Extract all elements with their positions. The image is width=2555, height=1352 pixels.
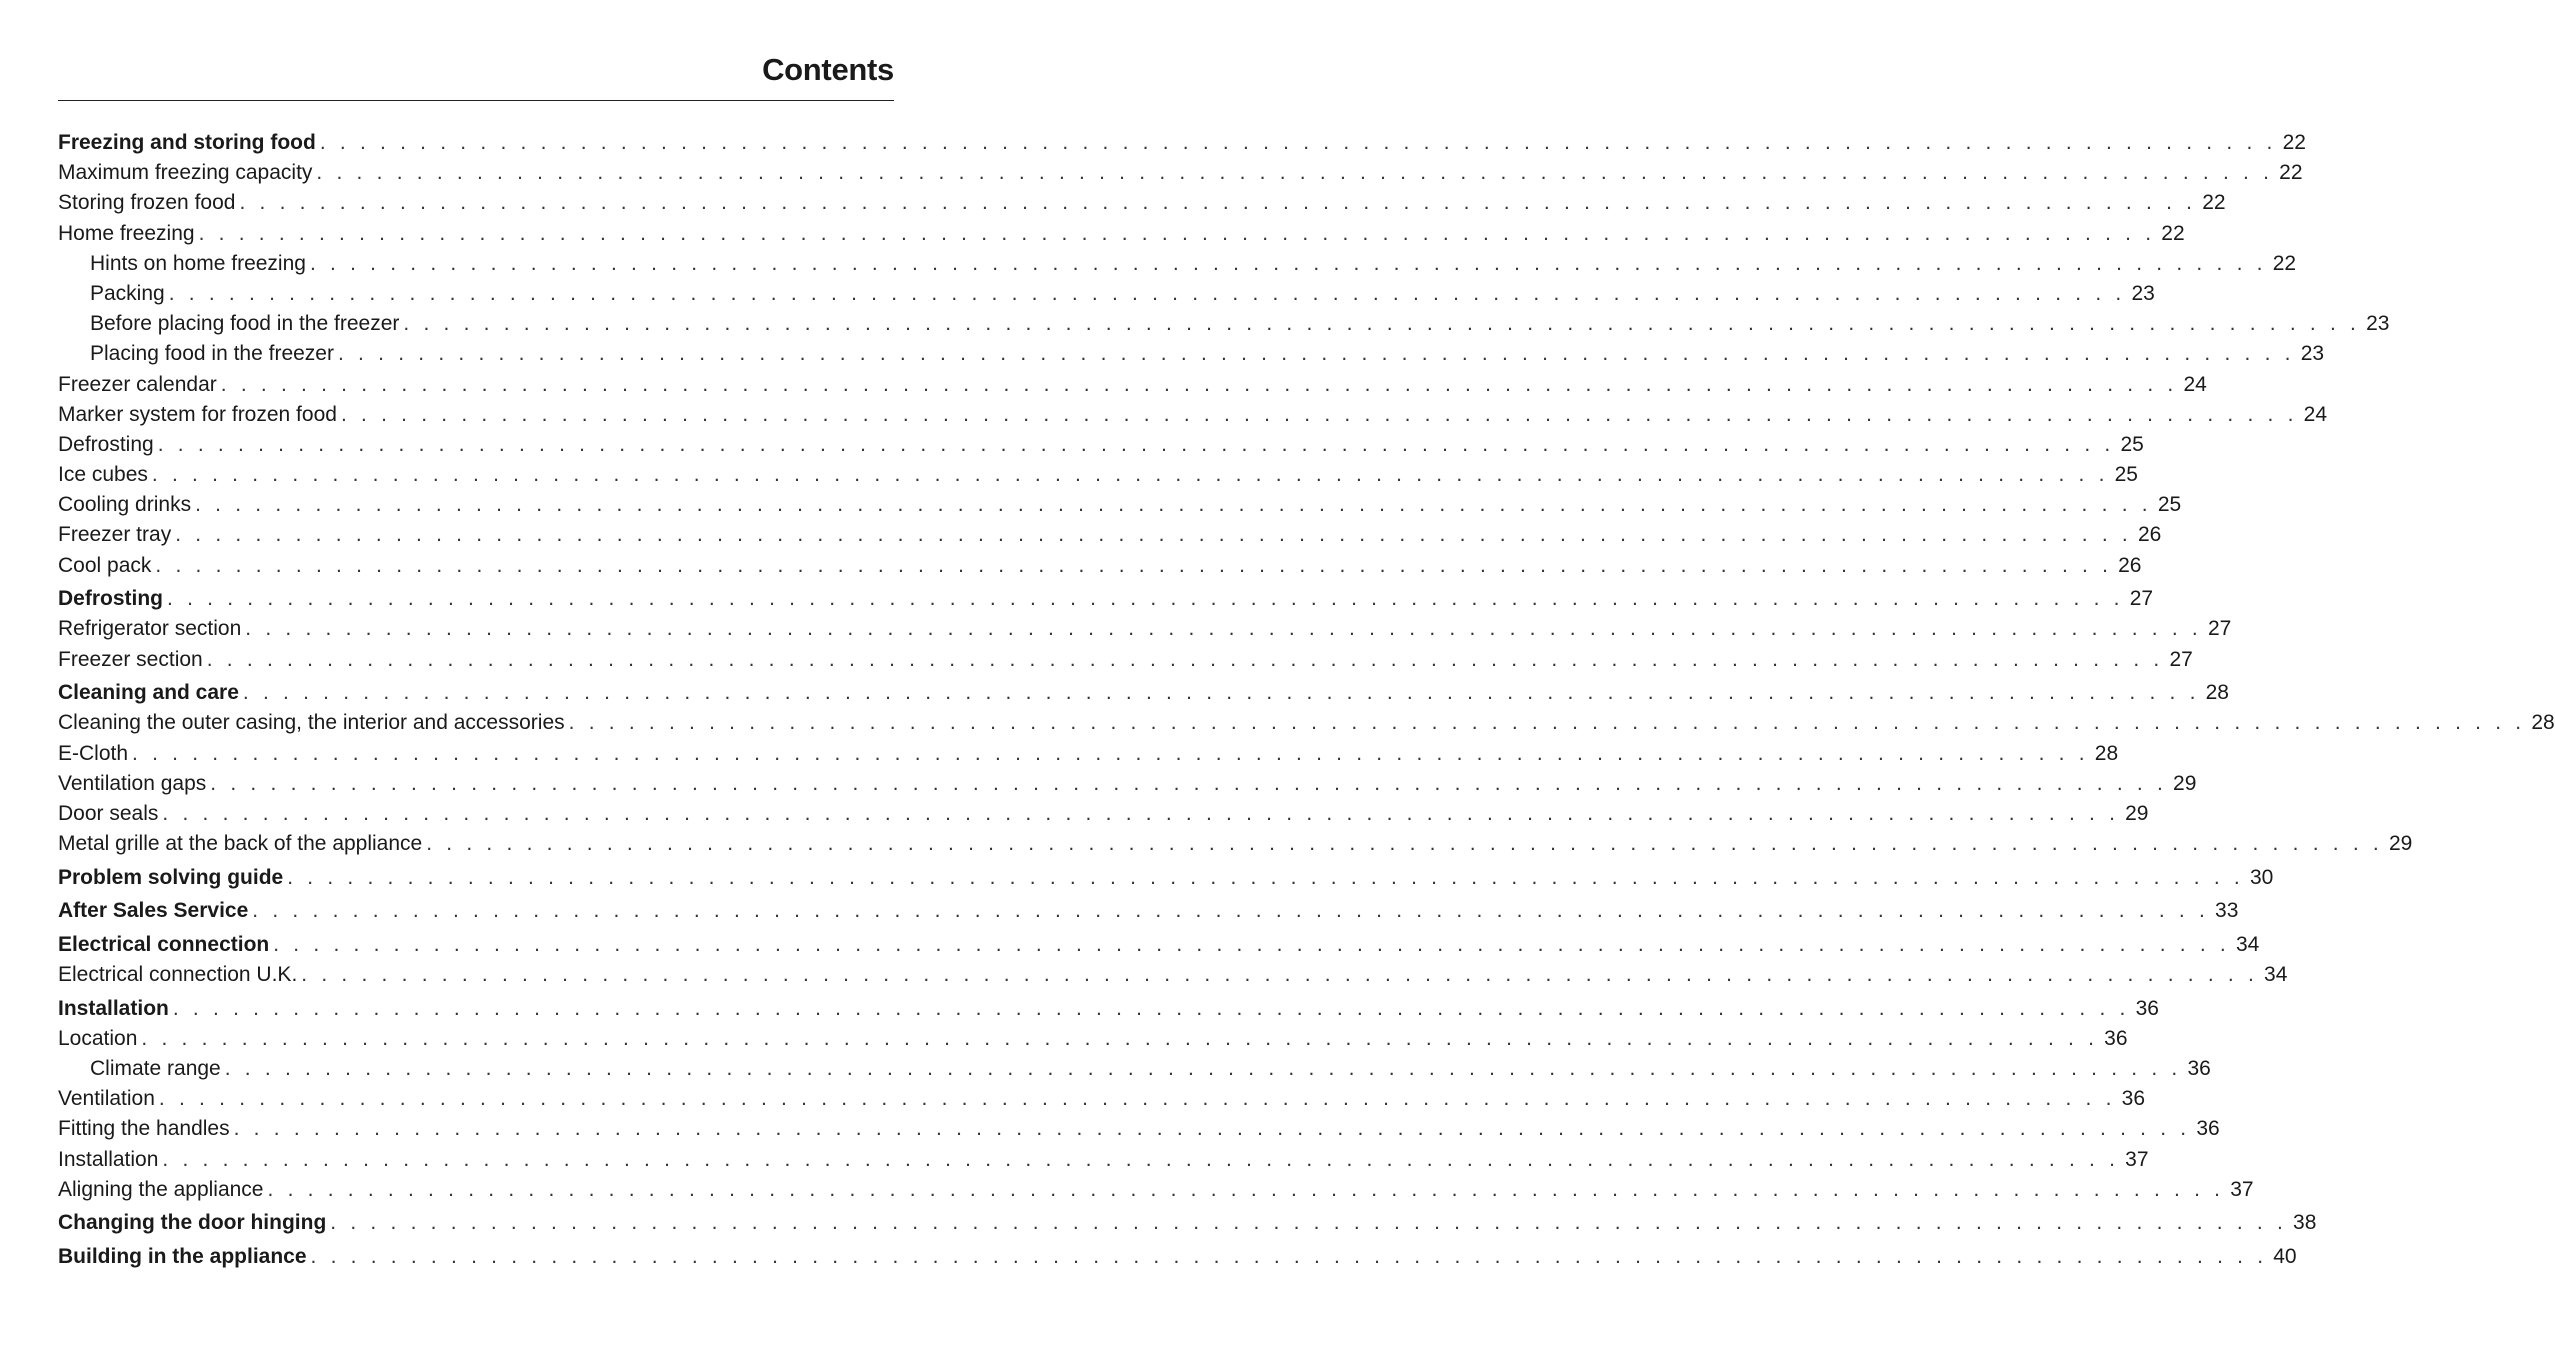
toc-entry-label: Marker system for frozen food [58, 402, 337, 426]
toc-leader-dots: . . . . . . . . . . . . . . . . . . . . . . . . . . . . . . . . . . . . . . . . . . . . . . . . . . . . . . . . . . . . . . . . . . . . . . . . . . . . . . . . . . . . . . . . . . . . . . . . . . [158, 1087, 2116, 1111]
toc-entry[interactable] [58, 1084, 2146, 1114]
toc-entry-page-number: 25 [2157, 493, 2182, 517]
toc-entry-label: Location [58, 1026, 138, 1050]
toc-entry[interactable] [58, 158, 2303, 188]
toc-entry-page-number: 22 [2272, 251, 2297, 275]
toc-entry-label: Packing [90, 281, 165, 305]
toc-entry[interactable] [58, 219, 2185, 249]
toc-entry-label: Freezer tray [58, 523, 172, 547]
toc-entry[interactable] [58, 584, 2154, 614]
toc-leader-dots: . . . . . . . . . . . . . . . . . . . . . . . . . . . . . . . . . . . . . . . . . . . . . . . . . . . . . . . . . . . . . . . . . . . . . . . . . . . . . . . . . . . . . . . . . . . . . . . . . . [273, 932, 2230, 956]
toc-entry-label: Ventilation [58, 1087, 155, 1111]
toc-entry-page-number: 28 [2205, 681, 2229, 705]
toc-entry-label: Cool pack [58, 553, 152, 577]
toc-leader-dots: . . . . . . . . . . . . . . . . . . . . . . . . . . . . . . . . . . . . . . . . . . . . . . . . . . . . . . . . . . . . . . . . . . . . . . . . . . . . . . . . . . . . . . . . . . . . . . . . . . [330, 1211, 2288, 1235]
toc-entry-label: Aligning the appliance [58, 1177, 264, 1201]
toc-entry-page-number: 37 [2125, 1147, 2149, 1171]
toc-entry[interactable] [58, 614, 2232, 644]
toc-entry[interactable] [58, 460, 2138, 490]
toc-leader-dots: . . . . . . . . . . . . . . . . . . . . . . . . . . . . . . . . . . . . . . . . . . . . . . . . . . . . . . . . . . . . . . . . . . . . . . . . . . . . . . . . . . . . . . . . . . . . . . . . . . [403, 312, 2361, 336]
toc-entry[interactable] [58, 1114, 2220, 1144]
toc-entry-page-number: 27 [2207, 617, 2232, 641]
toc-entry-label: After Sales Service [58, 899, 249, 923]
toc-entry-page-number: 28 [2531, 711, 2555, 735]
toc-leader-dots: . . . . . . . . . . . . . . . . . . . . . . . . . . . . . . . . . . . . . . . . . . . . . . . . . . . . . . . . . . . . . . . . . . . . . . . . . . . . . . . . . . . . . . . . . . . . . . . . . . [426, 832, 2383, 856]
toc-leader-dots: . . . . . . . . . . . . . . . . . . . . . . . . . . . . . . . . . . . . . . . . . . . . . . . . . . . . . . . . . . . . . . . . . . . . . . . . . . . . . . . . . . . . . . . . . . . . . . . . . . [309, 251, 2267, 275]
toc-entry[interactable] [58, 520, 2162, 550]
toc-leader-dots: . . . . . . . . . . . . . . . . . . . . . . . . . . . . . . . . . . . . . . . . . . . . . . . . . . . . . . . . . . . . . . . . . . . . . . . . . . . . . . . . . . . . . . . . . . . . . . . . . . [233, 1117, 2191, 1141]
toc-entry[interactable] [58, 708, 2555, 738]
toc-leader-dots: . . . . . . . . . . . . . . . . . . . . . . . . . . . . . . . . . . . . . . . . . . . . . . . . . . . . . . . . . . . . . . . . . . . . . . . . . . . . . . . . . . . . . . . . . . . . . . . . . . [252, 899, 2210, 923]
page-title: Contents [762, 52, 894, 87]
toc-leader-dots: . . . . . . . . . . . . . . . . . . . . . . . . . . . . . . . . . . . . . . . . . . . . . . . . . . . . . . . . . . . . . . . . . . . . . . . . . . . . . . . . . . . . . . . . . . . . . . . . . . [568, 711, 2526, 735]
toc-entry[interactable] [58, 829, 2413, 859]
toc-entry-label: Cleaning and care [58, 681, 239, 705]
toc-entry-label: Placing food in the freezer [90, 342, 334, 366]
toc-leader-dots: . . . . . . . . . . . . . . . . . . . . . . . . . . . . . . . . . . . . . . . . . . . . . . . . . . . . . . . . . . . . . . . . . . . . . . . . . . . . . . . . . . . . . . . . . . . . . . . . . . [220, 372, 2178, 396]
toc-entry-page-number: 23 [2366, 312, 2390, 336]
toc-entry-page-number: 27 [2169, 647, 2193, 671]
toc-leader-dots: . . . . . . . . . . . . . . . . . . . . . . . . . . . . . . . . . . . . . . . . . . . . . . . . . . . . . . . . . . . . . . . . . . . . . . . . . . . . . . . . . . . . . . . . . . . . . . . . . . [167, 587, 2124, 611]
toc-entry-page-number: 36 [2187, 1056, 2211, 1080]
toc-entry-page-number: 30 [2249, 865, 2274, 889]
toc-entry[interactable] [58, 1054, 2211, 1084]
toc-leader-dots: . . . . . . . . . . . . . . . . . . . . . . . . . . . . . . . . . . . . . . . . . . . . . . . . . . . . . . . . . . . . . . . . . . . . . . . . . . . . . . . . . . . . . . . . . . . . . . . . . . [132, 741, 2089, 765]
toc-entry-page-number: 38 [2293, 1211, 2317, 1235]
toc-leader-dots: . . . . . . . . . . . . . . . . . . . . . . . . . . . . . . . . . . . . . . . . . . . . . . . . . . . . . . . . . . . . . . . . . . . . . . . . . . . . . . . . . . . . . . . . . . . . . . . . . . [175, 523, 2132, 547]
toc-leader-dots: . . . . . . . . . . . . . . . . . . . . . . . . . . . . . . . . . . . . . . . . . . . . . . . . . . . . . . . . . . . . . . . . . . . . . . . . . . . . . . . . . . . . . . . . . . . . . . . . . . [337, 342, 2295, 366]
toc-entry-label: Home freezing [58, 221, 195, 245]
toc-leader-dots: . . . . . . . . . . . . . . . . . . . . . . . . . . . . . . . . . . . . . . . . . . . . . . . . . . . . . . . . . . . . . . . . . . . . . . . . . . . . . . . . . . . . . . . . . . . . . . . . . . [267, 1177, 2225, 1201]
toc-entry[interactable] [58, 249, 2297, 279]
toc-entry[interactable] [58, 799, 2149, 829]
toc-entry[interactable] [58, 490, 2182, 520]
toc-entry-label: Ventilation gaps [58, 771, 207, 795]
toc-leader-dots: . . . . . . . . . . . . . . . . . . . . . . . . . . . . . . . . . . . . . . . . . . . . . . . . . . . . . . . . . . . . . . . . . . . . . . . . . . . . . . . . . . . . . . . . . . . . . . . . . . [151, 463, 2109, 487]
toc-leader-dots: . . . . . . . . . . . . . . . . . . . . . . . . . . . . . . . . . . . . . . . . . . . . . . . . . . . . . . . . . . . . . . . . . . . . . . . . . . . . . . . . . . . . . . . . . . . . . . . . . . [316, 161, 2274, 185]
toc-entry-label: Freezer section [58, 647, 203, 671]
toc-entry-page-number: 40 [2273, 1244, 2297, 1268]
toc-entry-page-number: 34 [2264, 963, 2288, 987]
toc-entry-label: Installation [58, 1147, 159, 1171]
toc-entry-page-number: 24 [2183, 372, 2207, 396]
toc-entry[interactable] [58, 188, 2226, 218]
toc-entry-label: Problem solving guide [58, 865, 284, 889]
toc-leader-dots: . . . . . . . . . . . . . . . . . . . . . . . . . . . . . . . . . . . . . . . . . . . . . . . . . . . . . . . . . . . . . . . . . . . . . . . . . . . . . . . . . . . . . . . . . . . . . . . . . . [340, 402, 2298, 426]
toc-entry-page-number: 22 [2282, 131, 2306, 154]
toc-leader-dots: . . . . . . . . . . . . . . . . . . . . . . . . . . . . . . . . . . . . . . . . . . . . . . . . . . . . . . . . . . . . . . . . . . . . . . . . . . . . . . . . . . . . . . . . . . . . . . . . . . [162, 1147, 2120, 1171]
toc-entry-label: Electrical connection U.K. [58, 963, 298, 987]
toc-entry-label: E-Cloth [58, 741, 129, 765]
toc-entry-page-number: 25 [2120, 432, 2144, 456]
toc-entry[interactable] [58, 1175, 2254, 1205]
toc-entry-label: Defrosting [58, 587, 163, 611]
toc-entry-page-number: 26 [2118, 553, 2142, 577]
toc-entry-label: Door seals [58, 801, 159, 825]
toc-entry-label: Storing frozen food [58, 191, 236, 215]
toc-leader-dots: . . . . . . . . . . . . . . . . . . . . . . . . . . . . . . . . . . . . . . . . . . . . . . . . . . . . . . . . . . . . . . . . . . . . . . . . . . . . . . . . . . . . . . . . . . . . . . . . . . [195, 493, 2152, 517]
toc-entry-page-number: 29 [2125, 801, 2149, 825]
toc-entry[interactable] [58, 863, 2274, 893]
toc-entry[interactable] [58, 994, 2159, 1024]
toc-leader-dots: . . . . . . . . . . . . . . . . . . . . . . . . . . . . . . . . . . . . . . . . . . . . . . . . . . . . . . . . . . . . . . . . . . . . . . . . . . . . . . . . . . . . . . . . . . . . . . . . . . [319, 131, 2277, 154]
toc-entry-label: Cooling drinks [58, 493, 192, 517]
toc-leader-dots: . . . . . . . . . . . . . . . . . . . . . . . . . . . . . . . . . . . . . . . . . . . . . . . . . . . . . . . . . . . . . . . . . . . . . . . . . . . . . . . . . . . . . . . . . . . . . . . . . . [206, 647, 2164, 671]
toc-entry-page-number: 36 [2135, 996, 2159, 1020]
toc-entry-label: Freezer calendar [58, 372, 217, 396]
toc-leader-dots: . . . . . . . . . . . . . . . . . . . . . . . . . . . . . . . . . . . . . . . . . . . . . . . . . . . . . . . . . . . . . . . . . . . . . . . . . . . . . . . . . . . . . . . . . . . . . . . . . . [162, 801, 2120, 825]
toc-entry-page-number: 34 [2235, 932, 2260, 956]
toc-entry-page-number: 28 [2094, 741, 2119, 765]
toc-entry-page-number: 37 [2230, 1177, 2254, 1201]
toc-entry-page-number: 27 [2129, 587, 2154, 611]
toc-entry-label: Metal grille at the back of the appliance [58, 832, 423, 856]
toc-leader-dots: . . . . . . . . . . . . . . . . . . . . . . . . . . . . . . . . . . . . . . . . . . . . . . . . . . . . . . . . . . . . . . . . . . . . . . . . . . . . . . . . . . . . . . . . . . . . . . . . . . [310, 1244, 2268, 1268]
table-of-contents [58, 128, 2555, 1272]
toc-entry-label: Ice cubes [58, 463, 148, 487]
toc-entry[interactable] [58, 279, 2155, 309]
toc-entry-label: Electrical connection [58, 932, 270, 956]
toc-entry-page-number: 36 [2104, 1026, 2128, 1050]
toc-entry-page-number: 22 [2161, 221, 2185, 245]
toc-entry[interactable] [58, 128, 2306, 158]
toc-entry[interactable] [58, 400, 2328, 430]
toc-leader-dots: . . . . . . . . . . . . . . . . . . . . . . . . . . . . . . . . . . . . . . . . . . . . . . . . . . . . . . . . . . . . . . . . . . . . . . . . . . . . . . . . . . . . . . . . . . . . . . . . . . [198, 221, 2156, 245]
toc-entry[interactable] [58, 370, 2207, 400]
toc-entry-page-number: 24 [2303, 402, 2328, 426]
toc-leader-dots: . . . . . . . . . . . . . . . . . . . . . . . . . . . . . . . . . . . . . . . . . . . . . . . . . . . . . . . . . . . . . . . . . . . . . . . . . . . . . . . . . . . . . . . . . . . . . . . . . . [287, 865, 2244, 889]
toc-entry[interactable] [58, 430, 2144, 460]
toc-entry[interactable] [58, 739, 2119, 769]
toc-leader-dots: . . . . . . . . . . . . . . . . . . . . . . . . . . . . . . . . . . . . . . . . . . . . . . . . . . . . . . . . . . . . . . . . . . . . . . . . . . . . . . . . . . . . . . . . . . . . . . . . . . [155, 553, 2113, 577]
toc-leader-dots: . . . . . . . . . . . . . . . . . . . . . . . . . . . . . . . . . . . . . . . . . . . . . . . . . . . . . . . . . . . . . . . . . . . . . . . . . . . . . . . . . . . . . . . . . . . . . . . . . . [210, 771, 2168, 795]
toc-entry[interactable] [58, 551, 2142, 581]
toc-leader-dots: . . . . . . . . . . . . . . . . . . . . . . . . . . . . . . . . . . . . . . . . . . . . . . . . . . . . . . . . . . . . . . . . . . . . . . . . . . . . . . . . . . . . . . . . . . . . . . . . . . [245, 617, 2202, 641]
toc-entry[interactable] [58, 645, 2193, 675]
toc-entry-page-number: 33 [2215, 899, 2239, 923]
toc-leader-dots: . . . . . . . . . . . . . . . . . . . . . . . . . . . . . . . . . . . . . . . . . . . . . . . . . . . . . . . . . . . . . . . . . . . . . . . . . . . . . . . . . . . . . . . . . . . . . . . . . . [239, 191, 2197, 215]
toc-entry[interactable] [58, 309, 2390, 339]
toc-entry-page-number: 29 [2173, 771, 2197, 795]
toc-entry-page-number: 23 [2300, 342, 2325, 366]
toc-entry-label: Defrosting [58, 432, 154, 456]
toc-leader-dots: . . . . . . . . . . . . . . . . . . . . . . . . . . . . . . . . . . . . . . . . . . . . . . . . . . . . . . . . . . . . . . . . . . . . . . . . . . . . . . . . . . . . . . . . . . . . . . . . . . [157, 432, 2115, 456]
toc-entry-page-number: 36 [2196, 1117, 2220, 1141]
toc-entry-label: Freezing and storing food [58, 131, 316, 154]
toc-leader-dots: . . . . . . . . . . . . . . . . . . . . . . . . . . . . . . . . . . . . . . . . . . . . . . . . . . . . . . . . . . . . . . . . . . . . . . . . . . . . . . . . . . . . . . . . . . . . . . . . . . [224, 1056, 2182, 1080]
toc-entry-page-number: 22 [2279, 161, 2303, 185]
toc-entry[interactable] [58, 930, 2260, 960]
toc-entry-label: Refrigerator section [58, 617, 242, 641]
toc-leader-dots: . . . . . . . . . . . . . . . . . . . . . . . . . . . . . . . . . . . . . . . . . . . . . . . . . . . . . . . . . . . . . . . . . . . . . . . . . . . . . . . . . . . . . . . . . . . . . . . . . . [172, 996, 2130, 1020]
toc-entry-page-number: 22 [2202, 191, 2226, 215]
toc-entry-page-number: 25 [2114, 463, 2138, 487]
toc-entry-label: Building in the appliance [58, 1244, 307, 1268]
toc-entry[interactable] [58, 896, 2239, 926]
toc-entry[interactable] [58, 1145, 2149, 1175]
toc-entry-page-number: 26 [2137, 523, 2162, 547]
toc-leader-dots: . . . . . . . . . . . . . . . . . . . . . . . . . . . . . . . . . . . . . . . . . . . . . . . . . . . . . . . . . . . . . . . . . . . . . . . . . . . . . . . . . . . . . . . . . . . . . . . . . . [242, 681, 2200, 705]
toc-leader-dots: . . . . . . . . . . . . . . . . . . . . . . . . . . . . . . . . . . . . . . . . . . . . . . . . . . . . . . . . . . . . . . . . . . . . . . . . . . . . . . . . . . . . . . . . . . . . . . . . . . [168, 281, 2126, 305]
toc-entry-label: Changing the door hinging [58, 1211, 327, 1235]
toc-entry-page-number: 29 [2388, 832, 2413, 856]
toc-entry[interactable] [58, 960, 2288, 990]
toc-entry-label: Hints on home freezing [90, 251, 306, 275]
toc-entry[interactable] [58, 769, 2197, 799]
toc-entry-page-number: 23 [2131, 281, 2155, 305]
toc-entry[interactable] [58, 678, 2229, 708]
toc-entry-page-number: 36 [2121, 1087, 2146, 1111]
toc-leader-dots: . . . . . . . . . . . . . . . . . . . . . . . . . . . . . . . . . . . . . . . . . . . . . . . . . . . . . . . . . . . . . . . . . . . . . . . . . . . . . . . . . . . . . . . . . . . . . . . . . . [141, 1026, 2099, 1050]
toc-entry-label: Cleaning the outer casing, the interior and accessories [58, 711, 565, 735]
title-divider [58, 100, 894, 101]
toc-leader-dots: . . . . . . . . . . . . . . . . . . . . . . . . . . . . . . . . . . . . . . . . . . . . . . . . . . . . . . . . . . . . . . . . . . . . . . . . . . . . . . . . . . . . . . . . . . . . . . . . . . [301, 963, 2259, 987]
toc-entry[interactable] [58, 339, 2325, 369]
toc-entry[interactable] [58, 1208, 2317, 1238]
toc-entry[interactable] [58, 1024, 2128, 1054]
toc-entry[interactable] [58, 1242, 2297, 1272]
toc-entry-label: Before placing food in the freezer [90, 312, 400, 336]
toc-entry-label: Installation [58, 996, 169, 1020]
toc-entry-label: Fitting the handles [58, 1117, 230, 1141]
toc-entry-label: Maximum freezing capacity [58, 161, 313, 185]
toc-entry-label: Climate range [90, 1056, 221, 1080]
